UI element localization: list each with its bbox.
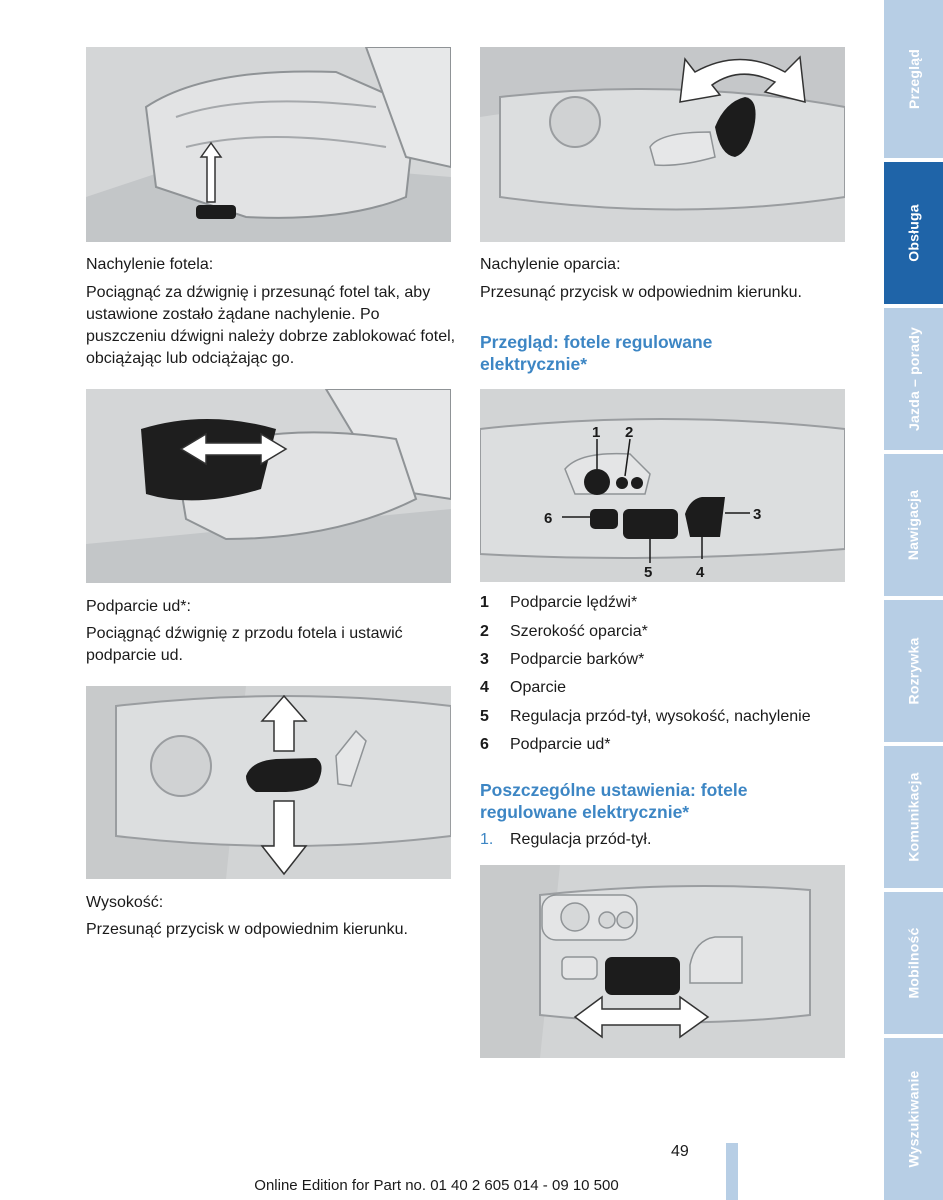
section-heading-overview: Przegląd: fotele regulowane elektrycznie*: [480, 332, 713, 374]
list-item: 5 Regulacja przód-tył, wysokość, nachylenie: [480, 707, 811, 725]
step-1: 1. Regulacja przód-tył.: [480, 831, 652, 848]
fig1-caption-left: Nachylenie fotela:: [86, 256, 214, 273]
height-switch-illustration: [86, 686, 451, 879]
fig1-caption-right: Nachylenie oparcia:: [480, 256, 621, 273]
fore-aft-adjustment-illustration: [480, 865, 845, 1058]
seat-controls-overview-illustration: [480, 389, 845, 582]
fig3-caption-left: Wysokość:: [86, 894, 164, 911]
callout-5: 5: [644, 564, 653, 581]
side-tabs: [884, 0, 943, 1200]
controls-list: [480, 589, 860, 759]
list-item: 3 Podparcie barków*: [480, 650, 645, 668]
tab-komunikacja[interactable]: Komunikacja: [884, 746, 943, 888]
list-item: 2 Szerokość oparcia*: [480, 622, 648, 640]
list-item: 1 Podparcie lędźwi*: [480, 594, 638, 612]
section-heading-individual: Poszczególne ustawienia: fotele regulowane elektrycznie*: [480, 780, 748, 822]
tab-nawigacja[interactable]: Nawigacja: [884, 454, 943, 596]
tab-rozrywka[interactable]: Rozrywka: [884, 600, 943, 742]
tab-mobilnosc[interactable]: Mobilność: [884, 892, 943, 1034]
tab-obsluga[interactable]: Obsługa: [884, 162, 943, 304]
fig1-text-right: Przesunąć przycisk w odpowiednim kierunku.: [480, 284, 802, 301]
backrest-tilt-illustration: [480, 47, 845, 242]
list-item: 6 Podparcie ud*: [480, 736, 611, 754]
seat-tilt-illustration: [86, 47, 451, 242]
callout-3: 3: [753, 506, 762, 523]
page-number: 49: [671, 1143, 689, 1160]
tab-wyszukiwanie[interactable]: Wyszukiwanie: [884, 1038, 943, 1200]
footer-edition-note: Online Edition for Part no. 01 40 2 605 014 - 09 10 500: [254, 1177, 619, 1194]
callout-6: 6: [544, 510, 553, 527]
tab-przeglad[interactable]: Przegląd: [884, 0, 943, 158]
fig3-text-left: Przesunąć przycisk w odpowiednim kierunku.: [86, 921, 408, 938]
fig2-caption-left: Podparcie ud*:: [86, 598, 191, 615]
fig2-text-left: Pociągnąć dźwignię z przodu fotela i ustawić podparcie ud.: [86, 625, 403, 664]
callout-1: 1: [592, 424, 601, 441]
callout-2: 2: [625, 424, 634, 441]
thigh-support-illustration: [86, 389, 451, 583]
tab-jazda-porady[interactable]: Jazda – porady: [884, 308, 943, 450]
fig1-text-left: Pociągnąć za dźwignię i przesunąć fotel tak, aby ustawione zostało żądane nachylenie. Po puszczeniu dźwigni należy dobrze zablokować fotel, obciążając lub odciążając go.: [86, 284, 456, 367]
callout-4: 4: [696, 564, 705, 581]
list-item: 4 Oparcie: [480, 679, 567, 697]
